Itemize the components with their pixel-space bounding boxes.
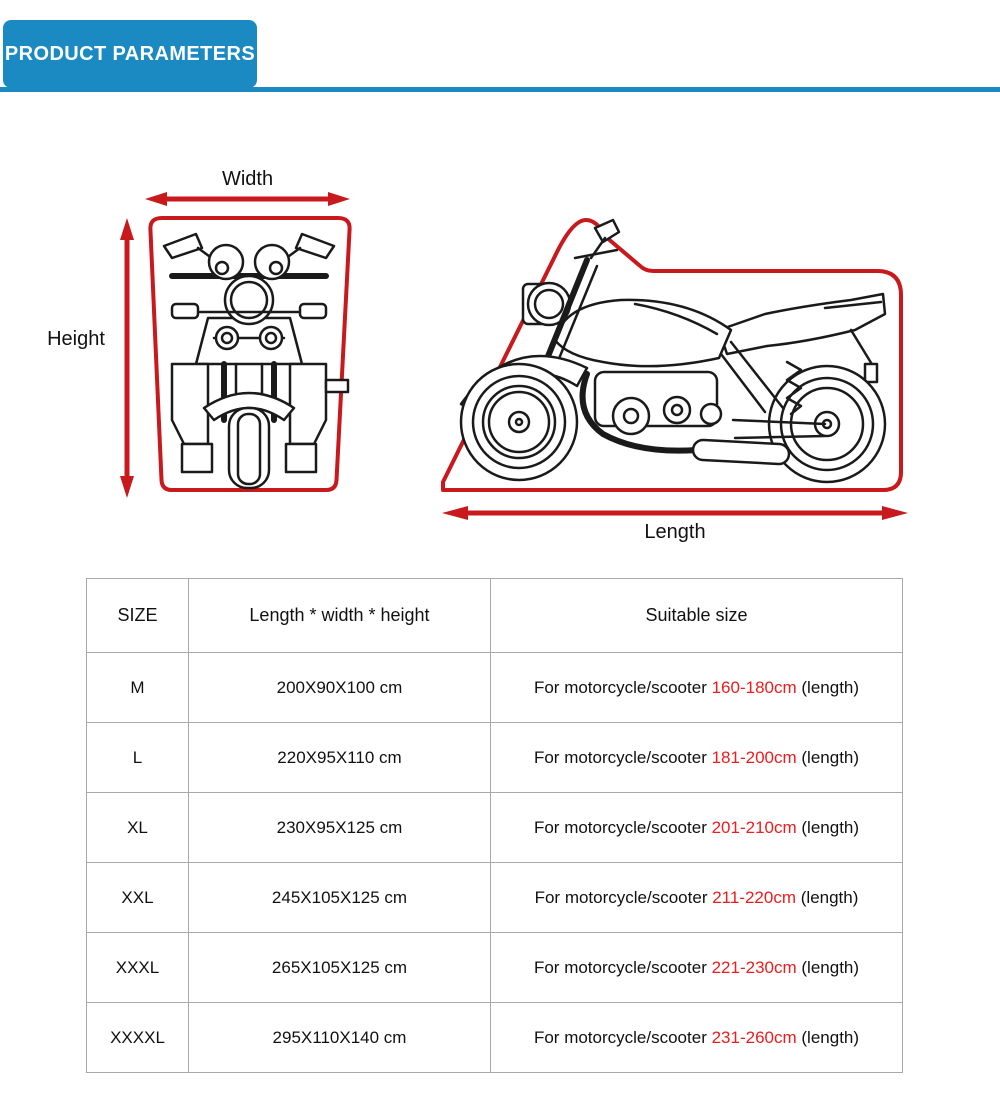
suitable-range: 211-220cm (712, 887, 797, 907)
dimensions-cell: 220X95X110 cm (189, 723, 491, 793)
size-cell: M (87, 653, 189, 723)
length-label: Length (644, 521, 706, 543)
table-row (87, 723, 903, 793)
front-tire (229, 408, 269, 488)
suitable-suffix: (length) (801, 1027, 860, 1047)
page-title: PRODUCT PARAMETERS (4, 42, 256, 65)
suitable-text: For motorcycle/scooter (533, 677, 707, 697)
muffler (693, 440, 790, 465)
suitable-suffix: (length) (801, 957, 860, 977)
suitable-range: 201-210cm (711, 817, 797, 837)
suitable-cell (491, 723, 903, 793)
size-cell: L (87, 723, 189, 793)
header-divider (0, 87, 1000, 92)
front-wheel (461, 364, 577, 480)
table-header-row (87, 579, 903, 653)
table-row (87, 793, 903, 863)
size-cell: XXL (87, 863, 189, 933)
size-cell: XL (87, 793, 189, 863)
motorcycle-front-view-diagram (112, 212, 360, 500)
table-row (87, 653, 903, 723)
suitable-range: 160-180cm (711, 677, 797, 697)
right-signal (300, 304, 326, 318)
suitable-text: For motorcycle/scooter (533, 747, 707, 767)
mirror (595, 220, 619, 242)
suitable-range: 231-260cm (711, 1027, 797, 1047)
section-title-banner (3, 20, 257, 88)
table-row (87, 863, 903, 933)
suitable-cell (491, 1003, 903, 1073)
suitable-text: For motorcycle/scooter (533, 817, 707, 837)
suitable-suffix: (length) (801, 817, 860, 837)
suitable-cell (491, 933, 903, 1003)
suitable-cell (491, 863, 903, 933)
column-header-dimensions: Length * width * height (189, 579, 491, 653)
width-label: Width (221, 168, 274, 190)
motorcycle-side-view-diagram (435, 212, 910, 497)
suitable-text: For motorcycle/scooter (534, 887, 708, 907)
dimensions-cell: 295X110X140 cm (189, 1003, 491, 1073)
dimensions-cell: 245X105X125 cm (189, 863, 491, 933)
width-arrow-icon (145, 190, 350, 208)
suitable-cell (491, 793, 903, 863)
fuel-tank (555, 300, 731, 366)
table-row (87, 933, 903, 1003)
table-row (87, 1003, 903, 1073)
height-label: Height (47, 328, 105, 350)
column-header-size: SIZE (87, 579, 189, 653)
size-cell: XXXXL (87, 1003, 189, 1073)
dimensions-cell: 200X90X100 cm (189, 653, 491, 723)
suitable-suffix: (length) (800, 887, 859, 907)
suitable-suffix: (length) (801, 747, 860, 767)
column-header-suitable: Suitable size (491, 579, 903, 653)
dimensions-cell: 265X105X125 cm (189, 933, 491, 1003)
suitable-range: 181-200cm (711, 747, 797, 767)
length-arrow-icon (442, 504, 908, 522)
suitable-cell (491, 653, 903, 723)
suitable-text: For motorcycle/scooter (533, 957, 707, 977)
rear-wheel (769, 366, 885, 482)
left-signal (172, 304, 198, 318)
dimensions-cell: 230X95X125 cm (189, 793, 491, 863)
suitable-range: 221-230cm (711, 957, 797, 977)
suitable-text: For motorcycle/scooter (533, 1027, 707, 1047)
size-table (86, 578, 903, 1073)
size-cell: XXXL (87, 933, 189, 1003)
suitable-suffix: (length) (801, 677, 860, 697)
